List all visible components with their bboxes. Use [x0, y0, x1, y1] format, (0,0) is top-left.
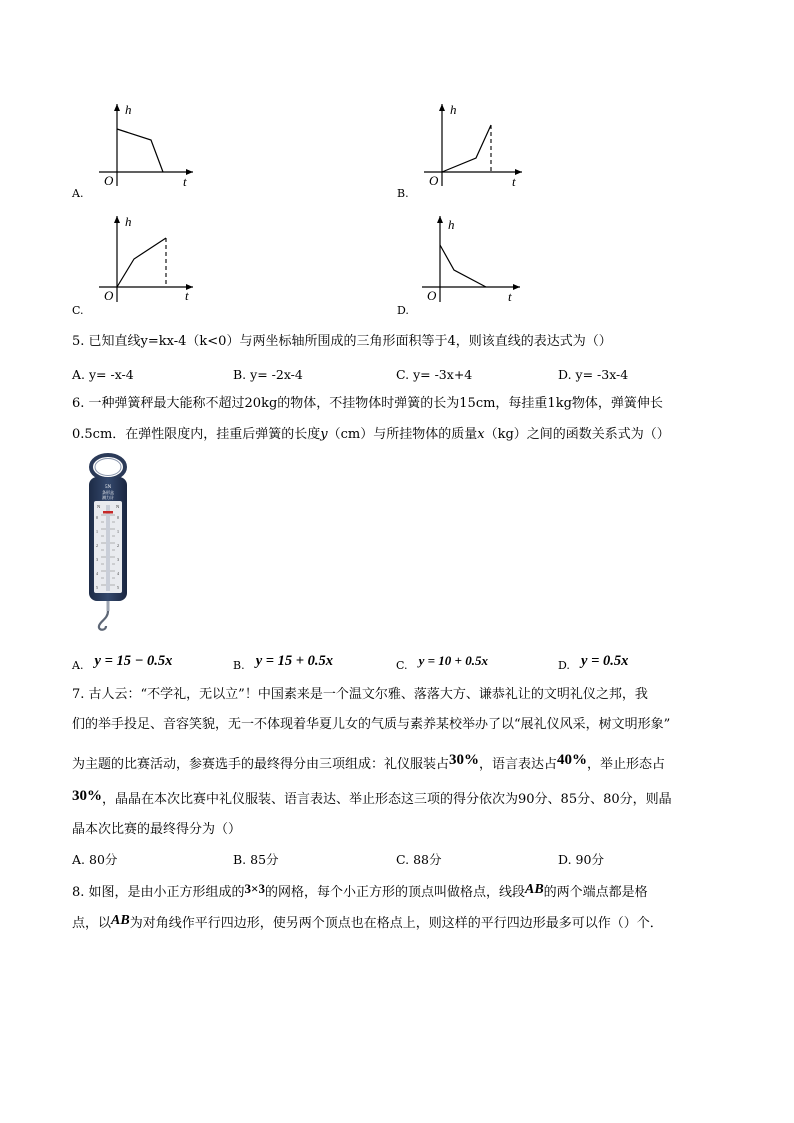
q5-option-b-text: y= -2x-4 [250, 367, 303, 382]
scale-name1: 条形盒 [102, 490, 114, 495]
q7-option-b-label: B. [233, 852, 247, 867]
scale-tick: 3 [96, 557, 98, 562]
q7-line2: 们的举手投足、音容笑貌，无一不体现着华夏儿女的气质与素养某校举办了以“展礼仪风采，树文明形象” [72, 717, 671, 732]
q6-option-a-label: A. [72, 659, 84, 672]
graph-a-label[interactable]: A. [72, 187, 84, 200]
q6-option-a[interactable] [72, 650, 172, 672]
q7-option-c-label: C. [396, 852, 410, 867]
scale-top-label: 5N [104, 485, 112, 490]
scale-tick: 0 [96, 515, 98, 520]
q5-option-d[interactable] [558, 369, 628, 382]
scale-tick: 0 [117, 515, 119, 520]
graph-a-h: h [125, 102, 132, 117]
scale-name2: 测力计 [102, 495, 114, 500]
q7-option-c-text: 88分 [413, 852, 442, 867]
q5-option-c-label: C. [396, 367, 410, 382]
q6-line2-a: 0.5cm．在弹性限度内，挂重后弹簧的长度 [72, 427, 321, 442]
graph-d [418, 212, 528, 307]
q6-option-c[interactable] [396, 650, 488, 672]
scale-tick: 1 [96, 529, 98, 534]
scale-tick: 3 [117, 557, 119, 562]
q5-option-b[interactable] [233, 369, 303, 382]
q7-pct-manner: 30% [72, 788, 102, 804]
spring-scale-image [84, 453, 132, 631]
q7-line4 [72, 788, 672, 807]
q5-option-a-text: y= -x-4 [89, 367, 134, 382]
q5-option-b-label: B. [233, 367, 247, 382]
q5-option-d-label: D. [558, 367, 572, 382]
q7-line4-text: ，晶晶在本次比赛中礼仪服装、语言表达、举止形态这三项的得分依次为90分、85分、80分，则晶 [102, 792, 672, 807]
q6-option-d-formula: y = 0.5x [581, 653, 629, 669]
q7-line3 [72, 752, 666, 772]
q8-line1-c: 的两个端点都是格 [543, 885, 648, 900]
scale-tick: 4 [96, 571, 98, 576]
q6-option-b-formula: y = 15 + 0.5x [255, 653, 334, 669]
q6-option-b-label: B. [233, 659, 245, 672]
q8-line1-a: 8. 如图，是由小正方形组成的 [72, 885, 245, 900]
q5-option-d-text: y= -3x-4 [575, 367, 629, 382]
graph-c-t: t [185, 288, 189, 303]
scale-tick: 5 [117, 585, 119, 590]
q7-option-c[interactable] [396, 854, 441, 867]
q8-segment-ab-2: AB [111, 913, 130, 928]
q7-pct-language: 40% [557, 752, 588, 768]
q7-option-d-label: D. [558, 852, 572, 867]
graph-b-origin: O [429, 173, 439, 188]
graph-b-h: h [450, 102, 457, 117]
q7-line1: 7. 古人云：“不学礼，无以立”！中国素来是一个温文尔雅、落落大方、谦恭礼让的文明礼仪之邦，我 [72, 687, 648, 702]
graph-b [420, 100, 530, 190]
graph-b-label[interactable]: B. [397, 187, 409, 200]
scale-left-mark: N [97, 504, 101, 509]
graph-a [95, 100, 200, 190]
graph-d-t: t [508, 289, 512, 304]
graph-a-t: t [183, 174, 187, 189]
scale-tick: 2 [96, 543, 98, 548]
q7-option-b-text: 85分 [250, 852, 279, 867]
scale-right-mark: N [116, 504, 120, 509]
graph-d-h: h [448, 217, 455, 232]
q7-option-a-text: 80分 [89, 852, 118, 867]
q7-option-a-label: A. [72, 852, 86, 867]
q6-option-c-formula: y = 10 + 0.5x [418, 653, 488, 668]
q7-line3-b: ，语言表达占 [479, 757, 558, 772]
scale-tick: 2 [117, 543, 119, 548]
graph-c-origin: O [104, 288, 114, 303]
q6-option-d[interactable] [558, 650, 628, 672]
q5-option-c[interactable] [396, 369, 472, 382]
scale-tick: 1 [117, 529, 119, 534]
q8-grid-size: 3×3 [244, 881, 265, 896]
q5-option-a[interactable] [72, 369, 134, 382]
graph-c [95, 212, 200, 307]
q6-option-d-label: D. [558, 659, 570, 672]
graph-c-h: h [125, 214, 132, 229]
q7-line5: 晶本次比赛的最终得分为（） [72, 822, 242, 837]
graph-d-origin: O [427, 288, 437, 303]
graph-b-t: t [512, 174, 516, 189]
q8-line2-a: 点，以 [72, 916, 112, 931]
graph-c-label[interactable]: C. [72, 304, 84, 317]
q6-option-b[interactable] [233, 650, 333, 672]
q7-line3-a: 为主题的比赛活动，参赛选手的最终得分由三项组成：礼仪服装占 [72, 757, 450, 772]
q6-line2-c: （kg）之间的函数关系式为（） [484, 427, 670, 442]
q6-line2-b: （cm）与所挂物体的质量 [327, 427, 478, 442]
q7-option-d[interactable] [558, 854, 604, 867]
scale-tick: 5 [96, 585, 98, 590]
q6-line1: 6. 一种弹簧秤最大能称不超过20kg的物体，不挂物体时弹簧的长为15cm，每挂重1kg物体，弹簧伸长 [72, 396, 663, 411]
q6-option-c-label: C. [396, 659, 408, 672]
q7-option-d-text: 90分 [575, 852, 604, 867]
graph-d-label[interactable]: D. [397, 304, 409, 317]
scale-tick: 4 [117, 571, 119, 576]
q7-option-a[interactable] [72, 854, 117, 867]
q8-line1-b: 的网格，每个小正方形的顶点叫做格点，线段 [264, 885, 525, 900]
q6-var-y: y [320, 427, 328, 442]
q6-var-x: x [477, 427, 485, 442]
q8-line1 [72, 881, 648, 900]
q7-line3-c: ，举止形态占 [587, 757, 666, 772]
q8-line2 [72, 913, 663, 931]
q5-stem: 5. 已知直线y=kx-4（k<0）与两坐标轴所围成的三角形面积等于4，则该直线的表达式为（） [72, 334, 612, 349]
graph-a-origin: O [104, 173, 114, 188]
q5-option-c-text: y= -3x+4 [413, 367, 473, 382]
q7-option-b[interactable] [233, 854, 279, 867]
q6-option-a-formula: y = 15 − 0.5x [94, 653, 173, 669]
q5-option-a-label: A. [72, 367, 86, 382]
q8-segment-ab: AB [524, 882, 544, 897]
q6-line2 [72, 428, 670, 441]
q7-pct-attire: 30% [449, 752, 480, 768]
q8-line2-b: 为对角线作平行四边形，使另两个顶点也在格点上，则这样的平行四边形最多可以作（）个． [129, 916, 663, 931]
